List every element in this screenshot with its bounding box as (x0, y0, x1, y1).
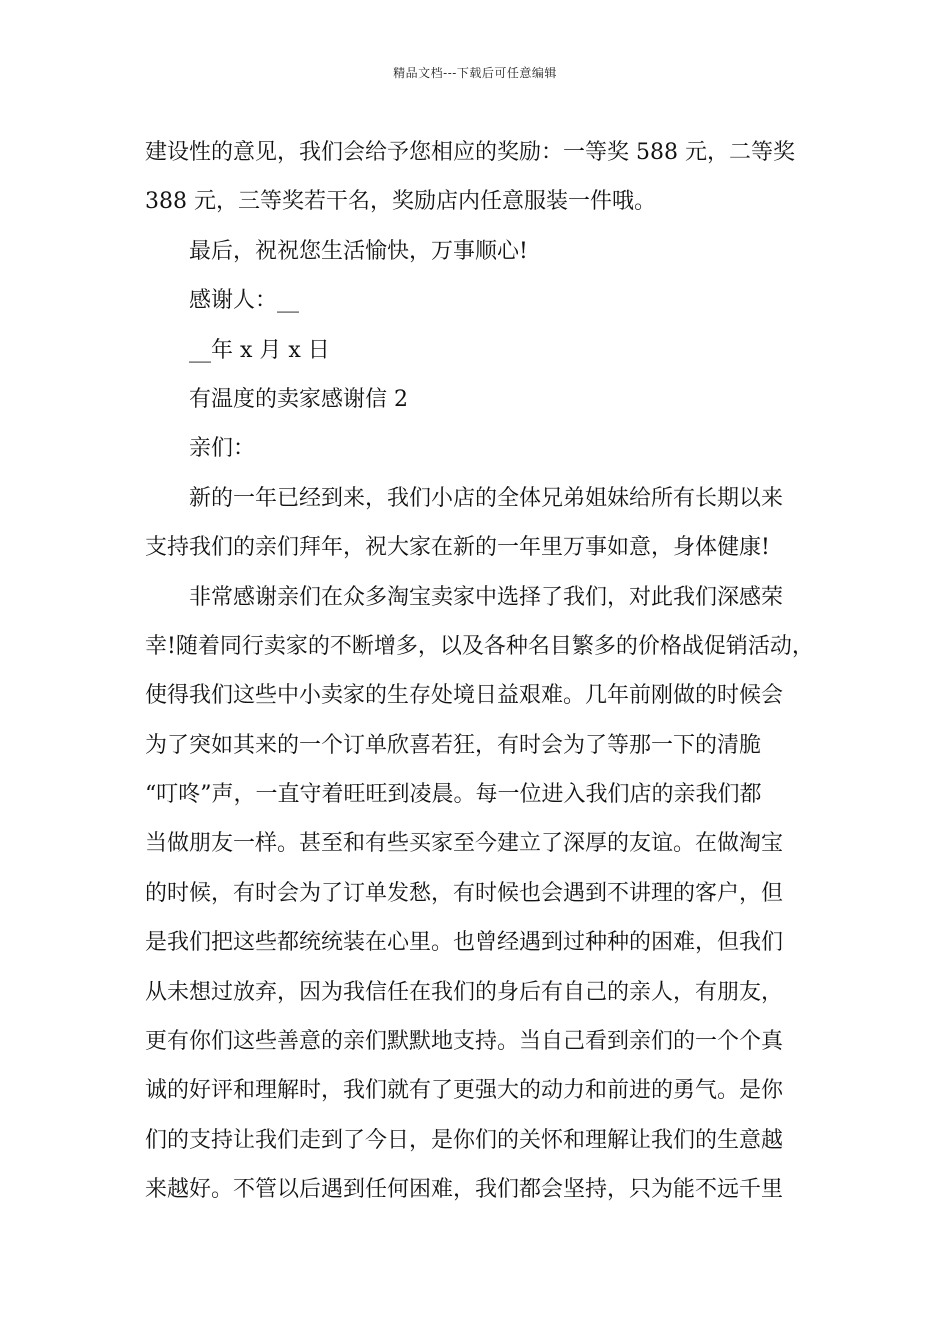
text-line: 诚的好评和理解时，我们就有了更强大的动力和前进的勇气。是你 (145, 1078, 784, 1104)
text-line: 支持我们的亲们拜年，祝大家在新的一年里万事如意，身体健康! (145, 535, 770, 561)
text-line: 幸!随着同行卖家的不断增多，以及各种名目繁多的价格战促销活动， (145, 633, 814, 659)
document-body (145, 128, 815, 1215)
text-line: 为了突如其来的一个订单欣喜若狂，有时会为了等那一下的清脆 (145, 732, 762, 758)
text-line: 更有你们这些善意的亲们默默地支持。当自己看到亲们的一个个真 (145, 1029, 784, 1055)
section-title: 有温度的卖家感谢信 2 (189, 386, 408, 412)
text-line: 新的一年已经到来，我们小店的全体兄弟姐妹给所有长期以来 (189, 485, 784, 511)
text-line: 建设性的意见，我们会给予您相应的奖励：一等奖 588 元，二等奖 (145, 140, 795, 165)
text-line: 们的支持让我们走到了今日，是你们的关怀和理解让我们的生意越 (145, 1127, 784, 1153)
text-line: 当做朋友一样。甚至和有些买家至今建立了深厚的友谊。在做淘宝 (145, 831, 784, 857)
text-line: 388 元，三等奖若干名，奖励店内任意服装一件哦。 (145, 189, 656, 215)
text-line: 来越好。不管以后遇到任何困难，我们都会坚持，只为能不远千里 (145, 1177, 784, 1203)
text-line: 最后，祝祝您生活愉快，万事顺心! (189, 238, 528, 264)
text-line: 从未想过放弃，因为我信任在我们的身后有自己的亲人，有朋友， (145, 979, 784, 1005)
page-header: 精品文档---下载后可任意编辑 (393, 66, 557, 80)
salutation: 亲们： (189, 436, 256, 462)
text-line: 感谢人：__ (189, 288, 300, 314)
text-line: “叮咚”声，一直守着旺旺到凌晨。每一位进入我们店的亲我们都 (145, 782, 762, 808)
text-line: __年 x 月 x 日 (189, 337, 330, 363)
text-line: 使得我们这些中小卖家的生存处境日益艰难。几年前刚做的时候会 (145, 683, 784, 709)
text-line: 的时候，有时会为了订单发愁，有时候也会遇到不讲理的客户，但 (145, 880, 784, 906)
text-line: 非常感谢亲们在众多淘宝卖家中选择了我们，对此我们深感荣 (189, 584, 784, 610)
text-line: 是我们把这些都统统装在心里。也曾经遇到过种种的困难，但我们 (145, 930, 784, 956)
